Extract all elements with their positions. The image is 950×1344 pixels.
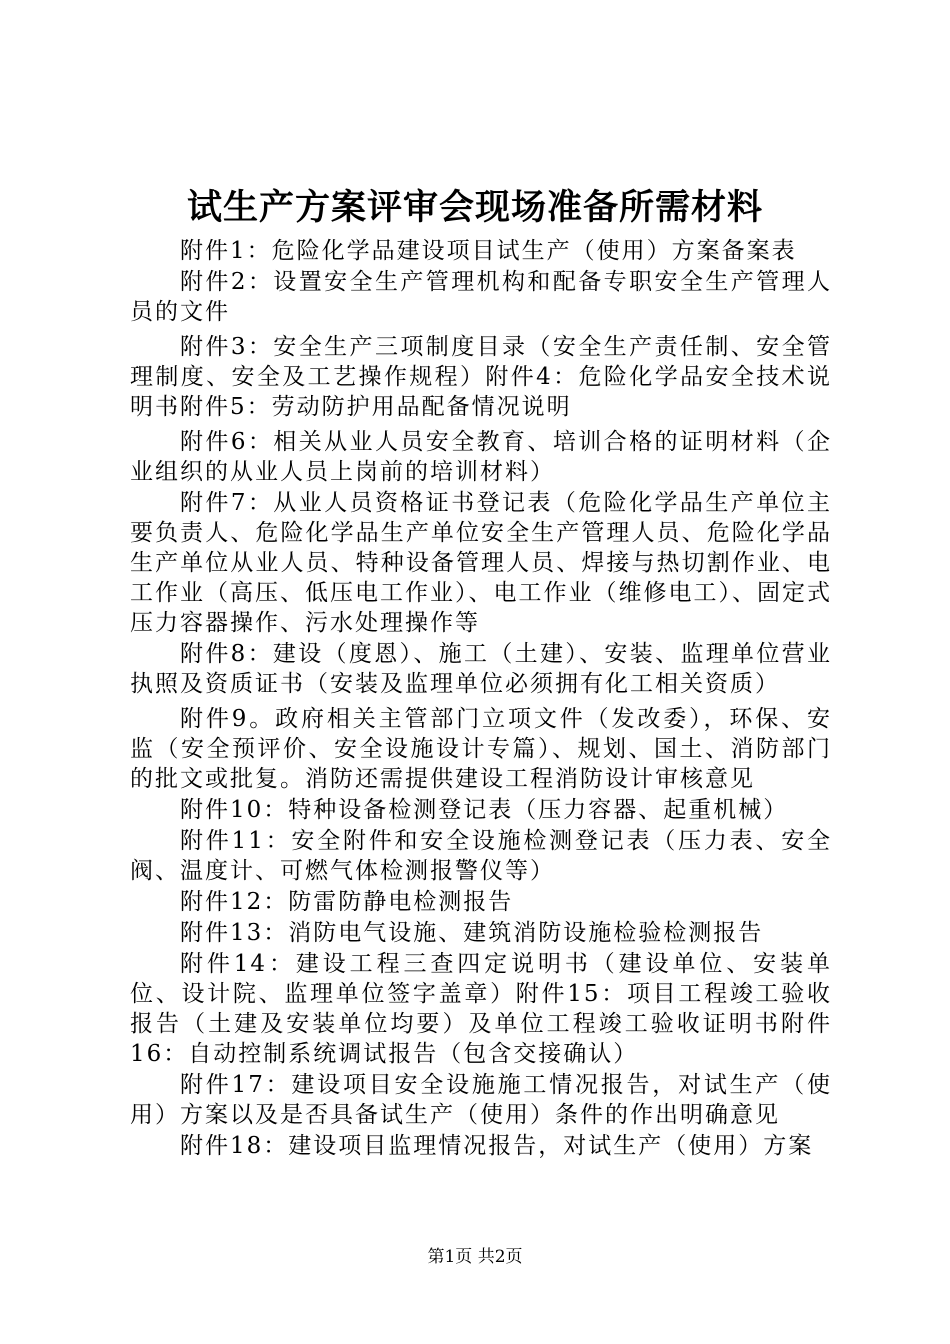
paragraph-attachment-14: 附件14：建设工程三查四定说明书（建设单位、安装单位、设计院、监理单位签字盖章）附件15：项目工程竣工验收报告（土建及安装单位均要）及单位工程竣工验收证明书附件16：自动控制系统调试报告（包含交接确认） (130, 951, 832, 1067)
paragraph-attachment-13: 附件13：消防电气设施、建筑消防设施检验检测报告 (180, 920, 764, 946)
paragraph-attachment-2: 附件2：设置安全生产管理机构和配备专职安全生产管理人员的文件 (130, 269, 832, 325)
paragraph-attachment-7: 附件7：从业人员资格证书登记表（危险化学品生产单位主要负责人、危险化学品生产单位安全生产管理人员、危险化学品生产单位从业人员、特种设备管理人员、焊接与热切割作业、电工作业（高压、低压电工作业）、电工作业（维修电工）、固定式压力容器操作、污水处理操作等 (130, 490, 832, 636)
page-number-footer: 第1页 共2页 (427, 1247, 523, 1267)
paragraph-attachment-11: 附件11：安全附件和安全设施检测登记表（压力表、安全阀、温度计、可燃气体检测报警仪等） (130, 828, 832, 884)
paragraph-attachment-10: 附件10：特种设备检测登记表（压力容器、起重机械） (180, 797, 789, 823)
paragraph-attachment-1: 附件1：危险化学品建设项目试生产（使用）方案备案表 (180, 238, 797, 264)
paragraph-attachment-17: 附件17：建设项目安全设施施工情况报告，对试生产（使用）方案以及是否具备试生产（使用）条件的作出明确意见 (130, 1072, 832, 1128)
paragraph-attachment-18: 附件18：建设项目监理情况报告，对试生产（使用）方案 (180, 1133, 814, 1159)
paragraph-attachment-9: 附件9。政府相关主管部门立项文件（发改委），环保、安监（安全预评价、安全设施设计专篇）、规划、国土、消防部门的批文或批复。消防还需提供建设工程消防设计审核意见 (130, 706, 832, 792)
paragraph-attachment-3: 附件3：安全生产三项制度目录（安全生产责任制、安全管理制度、安全及工艺操作规程）附件4：危险化学品安全技术说明书附件5：劳动防护用品配备情况说明 (130, 334, 832, 420)
document-title: 试生产方案评审会现场准备所需材料 (186, 187, 763, 228)
paragraph-attachment-6: 附件6：相关从业人员安全教育、培训合格的证明材料（企业组织的从业人员上岗前的培训材料） (130, 429, 832, 485)
paragraph-attachment-8: 附件8：建设（度恩）、施工（土建）、安装、监理单位营业执照及资质证书（安装及监理单位必须拥有化工相关资质） (130, 641, 832, 697)
paragraph-attachment-12: 附件12：防雷防静电检测报告 (180, 889, 514, 915)
document-body (130, 236, 832, 1162)
